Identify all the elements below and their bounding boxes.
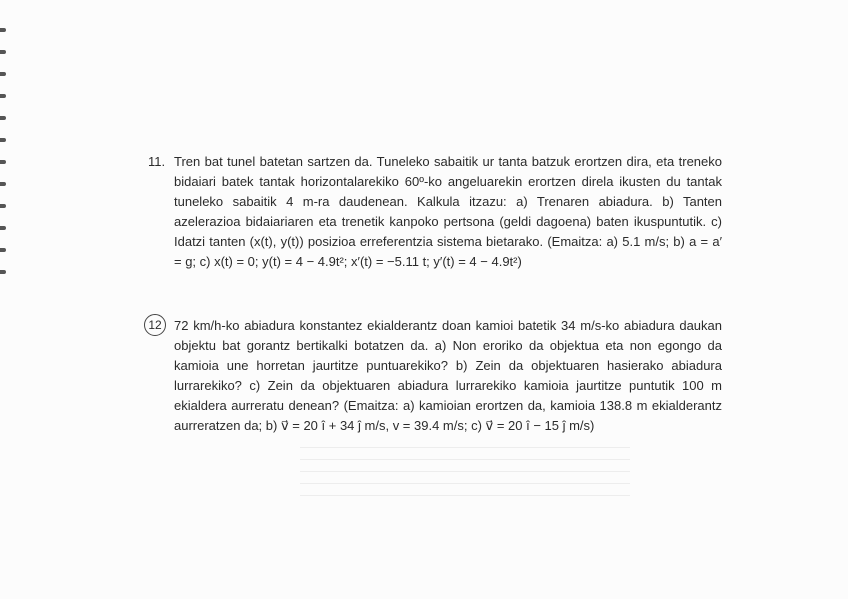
problem-number: 11.	[148, 154, 166, 169]
problem-11	[148, 152, 722, 272]
problem-12	[148, 316, 722, 436]
binder-marks	[0, 28, 10, 288]
bleed-through	[300, 436, 630, 496]
problem-number-circled: 12	[144, 314, 166, 336]
problem-text: 72 km/h-ko abiadura konstantez ekialderantz doan kamioi batetik 34 m/s-ko abiadura daukan objektu bat gorantz bertikalki botatzen da. a) Non eroriko da objektua eta non egongo da kamioia une horretan jaurtitze puntuarekiko? b) Zein da objektuaren hasierako abiadura lurrarekiko? c) Zein da objektuaren abiadura lurrarekiko kamioia jaurtitze puntutik 100 m ekialdera aurreratu denean? (Emaitza: a) kamioian erortzen da, kamioia 138.8 m ekialderantz aurreratzen da; b) v⃗ = 20 î + 34 ĵ m/s, v = 39.4 m/s; c) v⃗ = 20 î − 15 ĵ m/s)	[174, 318, 722, 433]
problem-text: Tren bat tunel batetan sartzen da. Tuneleko sabaitik ur tanta batzuk erortzen dira, eta treneko bidaiari batek tantak horizontalarekiko 60º-ko angeluarekin erortzen direla ikusten du tantak tuneleko sabaitik 4 m-ra daudenean. Kalkula itzazu: a) Trenaren abiadura. b) Tanten azelerazioa bidaiariaren eta trenetik kanpoko pertsona (geldi dagoena) baten ikuspuntutik. c) Idatzi tanten (x(t), y(t)) posizioa erreferentzia sistema bietarako. (Emaitza: a) 5.1 m/s; b) a = a′ = g; c) x(t) = 0; y(t) = 4 − 4.9t²; x′(t) = −5.11 t; y′(t) = 4 − 4.9t²)	[174, 154, 722, 269]
